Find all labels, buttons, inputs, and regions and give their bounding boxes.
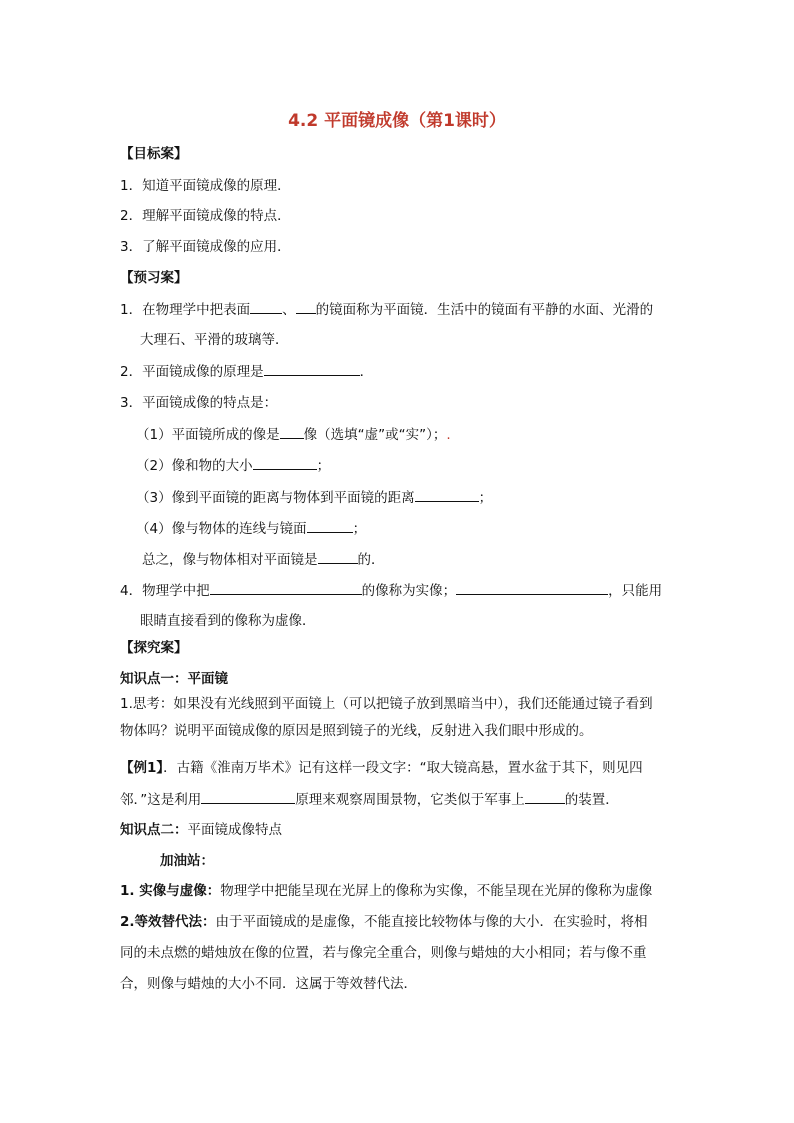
knowledge-point-2 <box>120 820 282 840</box>
q3-1-dot: . <box>446 427 451 443</box>
q1-text-b: 的镜面称为平面镜．生活中的镜面有平静的水面、光滑的 <box>315 302 654 318</box>
preview-q1 <box>120 299 653 320</box>
section-explore: 【探究案】 <box>120 640 188 656</box>
preview-q1-cont: 大理石、平滑的玻璃等． <box>140 332 289 348</box>
goal-item: 2．理解平面镜成像的特点． <box>120 208 291 224</box>
tip-2-line-3: 合，则像与蜡烛的大小不同．这属于等效替代法． <box>120 976 417 992</box>
q3-4-blank[interactable] <box>307 518 353 533</box>
q3-2-blank[interactable] <box>253 455 317 470</box>
tip1-label: 1. 实像与虚像： <box>120 883 221 899</box>
q4-text-a: 4．物理学中把 <box>120 583 210 599</box>
tip-1 <box>120 881 652 901</box>
q2-blank[interactable] <box>264 361 360 376</box>
preview-q3-3 <box>136 487 492 508</box>
tip2-label: 2.等效替代法： <box>120 914 216 930</box>
example-text-b1: 邻．”这是利用 <box>120 792 202 808</box>
q3-2-text: （2）像和物的大小 <box>136 458 253 474</box>
tip-2 <box>120 912 648 932</box>
think-line-1: 1.思考：如果没有光线照到平面镜上（可以把镜子放到黑暗当中），我们还能通过镜子看到 <box>120 696 653 712</box>
q3-5-blank[interactable] <box>318 549 358 564</box>
q4-text-b: 的像称为实像； <box>361 583 457 599</box>
point2-text: 平面镜成像特点 <box>187 822 282 838</box>
page-title: 4.2 平面镜成像（第1课时） <box>288 111 506 131</box>
preview-q3-summary <box>142 549 385 570</box>
example-text-a: ．古籍《淮南万毕术》记有这样一段文字：“取大镜高悬，置水盆于其下，则见四 <box>163 760 643 776</box>
section-goals: 【目标案】 <box>120 146 188 162</box>
example-blank-1[interactable] <box>201 789 295 804</box>
goal-item: 3．了解平面镜成像的应用． <box>120 239 291 255</box>
q3-3-blank[interactable] <box>415 487 479 502</box>
preview-q3-2 <box>136 455 330 476</box>
q3-1-blank[interactable] <box>280 424 304 439</box>
q2-text: 2．平面镜成像的原理是 <box>120 364 264 380</box>
example-1 <box>120 758 643 778</box>
preview-q4 <box>120 580 662 601</box>
preview-q3-4 <box>136 518 366 539</box>
q3-1-text-a: （1）平面镜所成的像是 <box>136 427 280 443</box>
q1-text-a: 1．在物理学中把表面 <box>120 302 251 318</box>
tip-2-line-2: 同的未点燃的蜡烛放在像的位置，若与像完全重合，则像与蜡烛的大小相同；若与像不重 <box>120 945 647 961</box>
preview-q2 <box>120 361 373 382</box>
example-text-b3: 的装置． <box>564 792 619 808</box>
point2-label: 知识点二： <box>120 822 188 838</box>
q1-blank-2[interactable] <box>296 299 316 314</box>
section-preview: 【预习案】 <box>120 270 188 286</box>
preview-q3: 3．平面镜成像的特点是： <box>120 395 278 411</box>
example-label: 【例1】 <box>120 760 164 776</box>
think-line-2: 物体吗？说明平面镜成像的原因是照到镜子的光线，反射进入我们眼中形成的。 <box>120 723 593 739</box>
knowledge-point-1: 知识点一：平面镜 <box>120 671 228 687</box>
tip1-text: 物理学中把能呈现在光屏上的像称为实像，不能呈现在光屏的像称为虚像 <box>220 883 653 899</box>
q1-sep: 、 <box>282 302 296 318</box>
q4-blank-2[interactable] <box>456 580 608 595</box>
station-heading: 加油站： <box>160 853 214 869</box>
q2-end: ． <box>359 364 374 380</box>
q4-blank-1[interactable] <box>210 580 362 595</box>
q3-1-text-b: 像（选填“虚”或“实”）； <box>303 427 447 443</box>
preview-q4-cont: 眼睛直接看到的像称为虚像． <box>140 613 316 629</box>
example-blank-2[interactable] <box>525 789 565 804</box>
q3-2-end: ； <box>316 458 331 474</box>
example-text-b2: 原理来观察周围景物，它类似于军事上 <box>295 792 525 808</box>
q3-4-end: ； <box>352 521 367 537</box>
q3-3-text: （3）像到平面镜的距离与物体到平面镜的距离 <box>136 490 415 506</box>
q4-text-c: ，只能用 <box>608 583 663 599</box>
goal-item: 1．知道平面镜成像的原理． <box>120 178 291 194</box>
tip2-text: 由于平面镜成的是虚像，不能直接比较物体与像的大小．在实验时，将相 <box>215 914 648 930</box>
q3-5-end: 的． <box>357 552 385 568</box>
q3-5-text: 总之，像与物体相对平面镜是 <box>142 552 318 568</box>
example-1-cont <box>120 789 619 810</box>
q3-4-text: （4）像与物体的连线与镜面 <box>136 521 307 537</box>
q1-blank-1[interactable] <box>250 299 282 314</box>
q3-3-end: ； <box>478 490 493 506</box>
preview-q3-1 <box>136 424 451 445</box>
